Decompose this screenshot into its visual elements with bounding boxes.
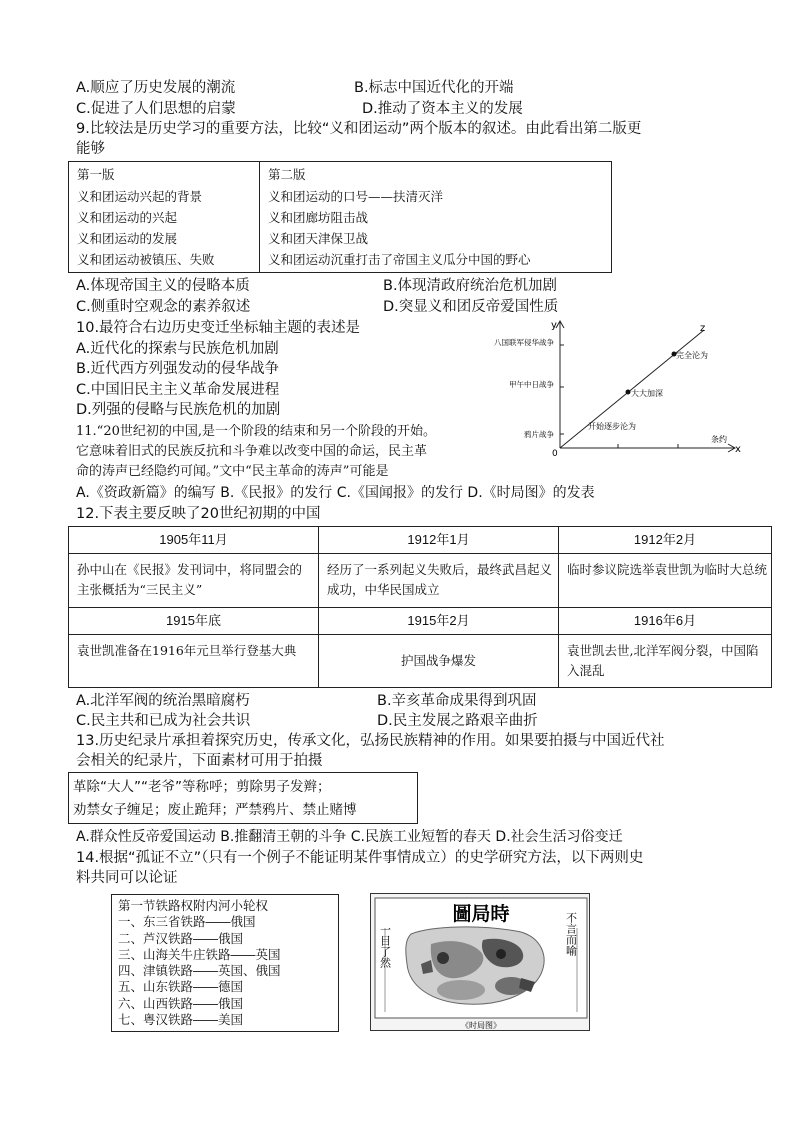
q14-line2: 料共同可以论证	[76, 870, 178, 886]
q8-option-c: C.促进了人们思想的启蒙	[76, 101, 236, 117]
q11-line1: 11.“20世纪初的中国,是一个阶段的结束和另一个阶段的开始。	[76, 424, 436, 439]
q10-stem: 10.最符合右边历史变迁坐标轴主题的表述是	[76, 320, 361, 336]
origin-label: 0	[552, 449, 558, 459]
x-axis-label: x	[735, 444, 741, 455]
q9-col1-row: 义和团运动的发展	[77, 231, 178, 246]
q12-date-cell: 1915年2月	[407, 613, 470, 628]
q9-col-second-edition	[260, 162, 611, 272]
cartoon-right-text: 不言而喻	[564, 912, 578, 956]
q11-options: A.《资政新篇》的编写 B.《民报》的发行 C.《国闻报》的发行 D.《时局图》的发表	[76, 485, 595, 501]
q9-stem-line1: 9.比较法是历史学习的重要方法，比较“义和团运动”两个版本的叙述。由此看出第二版更	[76, 121, 642, 137]
q9-col2-row: 义和团运动的口号——扶清灭洋	[268, 189, 444, 204]
cartoon-left-text: 一目了然	[378, 924, 392, 968]
q9-col1-row: 义和团运动兴起的背景	[77, 189, 203, 204]
q8-option-a: A.顺应了历史发展的潮流	[76, 80, 236, 96]
cartoon-title: 圖局時	[452, 903, 510, 925]
q14-shijutu-cartoon	[370, 893, 590, 1031]
x-axis-name: 条约	[711, 435, 727, 444]
q9-col1-row: 义和团运动被镇压、失败	[77, 252, 215, 267]
q9-col2-row: 义和团廊坊阻击战	[268, 210, 369, 225]
q12-date-cell: 1912年2月	[633, 532, 697, 547]
q8-option-d: D.推动了资本主义的发展	[362, 101, 523, 117]
q14-rail-item: 七、粤汉铁路——美国	[118, 1013, 244, 1028]
q9-stem-line2: 能够	[76, 141, 105, 157]
y-axis-label: y	[551, 320, 557, 331]
q12-option-b: B.辛亥革命成果得到巩固	[377, 693, 537, 709]
q9-compare-table	[68, 161, 612, 273]
q12-stem: 12.下表主要反映了20世纪初期的中国	[76, 506, 321, 522]
cartoon-illustration	[371, 894, 591, 1032]
q14-rail-item: 二、芦汉铁路——俄国	[118, 931, 244, 946]
q9-col1-row: 义和团运动的兴起	[77, 210, 178, 225]
q11-line2: 它意味着旧式的民族反抗和斗争难以改变中国的命运，民主革	[76, 444, 428, 459]
q9-col2-row: 义和团运动沉重打击了帝国主义瓜分中国的野心	[268, 252, 531, 267]
point-label: 完全沦为	[676, 351, 708, 360]
q13-box-line: 劝禁女子缠足；废止跪拜；严禁鸦片、禁止赌博	[73, 802, 357, 818]
point-dajia	[626, 390, 631, 395]
q12-option-a: A.北洋军阀的统治黑暗腐朽	[76, 693, 250, 709]
q9-col1-header: 第一版	[77, 167, 115, 182]
q12-option-c: C.民主共和已成为社会共识	[76, 713, 251, 729]
q10-option-b: B.近代西方列强发动的侵华战争	[76, 361, 280, 377]
q13-options: A.群众性反帝爱国运动 B.推翻清王朝的斗争 C.民族工业短暂的春天 D.社会生活习俗变迁	[76, 829, 623, 845]
q14-rail-item: 五、山东铁路——德国	[118, 980, 244, 995]
q10-option-d: D.列强的侵略与民族危机的加剧	[76, 402, 281, 418]
point-label: 大大加深	[631, 389, 663, 398]
q9-col2-row: 义和团天津保卫战	[268, 231, 369, 246]
q12-date-cell: 1912年1月	[407, 532, 470, 547]
q12-event-cell: 临时参议院选举袁世凯为临时大总统	[567, 562, 768, 577]
z-axis-label: z	[700, 323, 706, 334]
q13-line2: 会相关的纪录片，下面素材可用于拍摄	[76, 753, 323, 769]
q9-col2-header: 第二版	[268, 167, 306, 182]
q14-railway-rights-box	[111, 894, 339, 1032]
q14-rail-item: 四、津镇铁路——英国、俄国	[118, 964, 281, 979]
q12-event-cell: 经历了一系列起义失败后，最终武昌起义成功，中华民国成立	[327, 562, 553, 597]
q14-rail-item: 一、东三省铁路——俄国	[118, 915, 256, 930]
cartoon-caption: 《时局图》	[461, 1021, 501, 1030]
q13-box-line: 革除“大人”“老爷”等称呼；剪除男子发辫；	[73, 779, 331, 795]
q9-option-c: C.侧重时空观念的素养叙述	[76, 299, 251, 315]
q12-events-table	[68, 526, 772, 688]
q9-col-first-edition	[69, 162, 260, 272]
q8-option-b: B.标志中国近代化的开端	[354, 80, 514, 96]
q12-date-cell: 1916年6月	[633, 613, 697, 628]
q9-option-b: B.体现清政府统治危机加剧	[383, 278, 558, 294]
q14-rail-item: 三、山海关牛庄铁路——英国	[118, 947, 281, 962]
q13-material-box	[68, 772, 418, 824]
q12-date-cell: 1915年底	[166, 613, 221, 628]
q12-event-cell: 孙中山在《民报》发刊词中，将同盟会的主张概括为“三民主义”	[77, 562, 303, 597]
q11-line3: 命的涛声已经隐约可闻。”文中“民主革命的涛声”可能是	[76, 464, 389, 479]
q12-event-cell: 袁世凯去世,北洋军阀分裂，中国陷入混乱	[567, 643, 759, 678]
q12-option-d: D.民主发展之路艰辛曲折	[377, 713, 538, 729]
q10-option-a: A.近代化的探索与民族危机加剧	[76, 341, 279, 357]
y-tick-label: 甲午中日战争	[509, 380, 554, 389]
q12-event-cell: 袁世凯准备在1916年元旦举行登基大典	[77, 643, 297, 658]
y-tick-label: 鸦片战争	[524, 430, 554, 439]
q12-event-cell: 护国战争爆发	[400, 653, 476, 668]
q12-date-cell: 1905年11月	[159, 532, 228, 547]
q9-option-a: A.体现帝国主义的侵略本质	[76, 278, 250, 294]
q14-line1: 14.根据“孤证不立”（只有一个例子不能证明某件事情成立）的史学研究方法，以下两则史	[76, 850, 644, 866]
q13-line1: 13.历史纪录片承担着探究历史，传承文化，弘扬民族精神的作用。如果要拍摄与中国近代社	[76, 733, 665, 749]
point-label: 开始逐步沦为	[588, 422, 636, 431]
y-tick-label: 八国联军侵华战争	[494, 338, 554, 347]
q9-option-d: D.突显义和团反帝爱国性质	[383, 299, 559, 315]
q14-rail-item: 六、山西铁路——俄国	[118, 996, 244, 1011]
q10-option-c: C.中国旧民主主义革命发展进程	[76, 382, 280, 398]
q10-coordinate-chart	[494, 316, 748, 462]
q14-rail-title: 第一节铁路权附内河小轮权	[118, 899, 269, 913]
